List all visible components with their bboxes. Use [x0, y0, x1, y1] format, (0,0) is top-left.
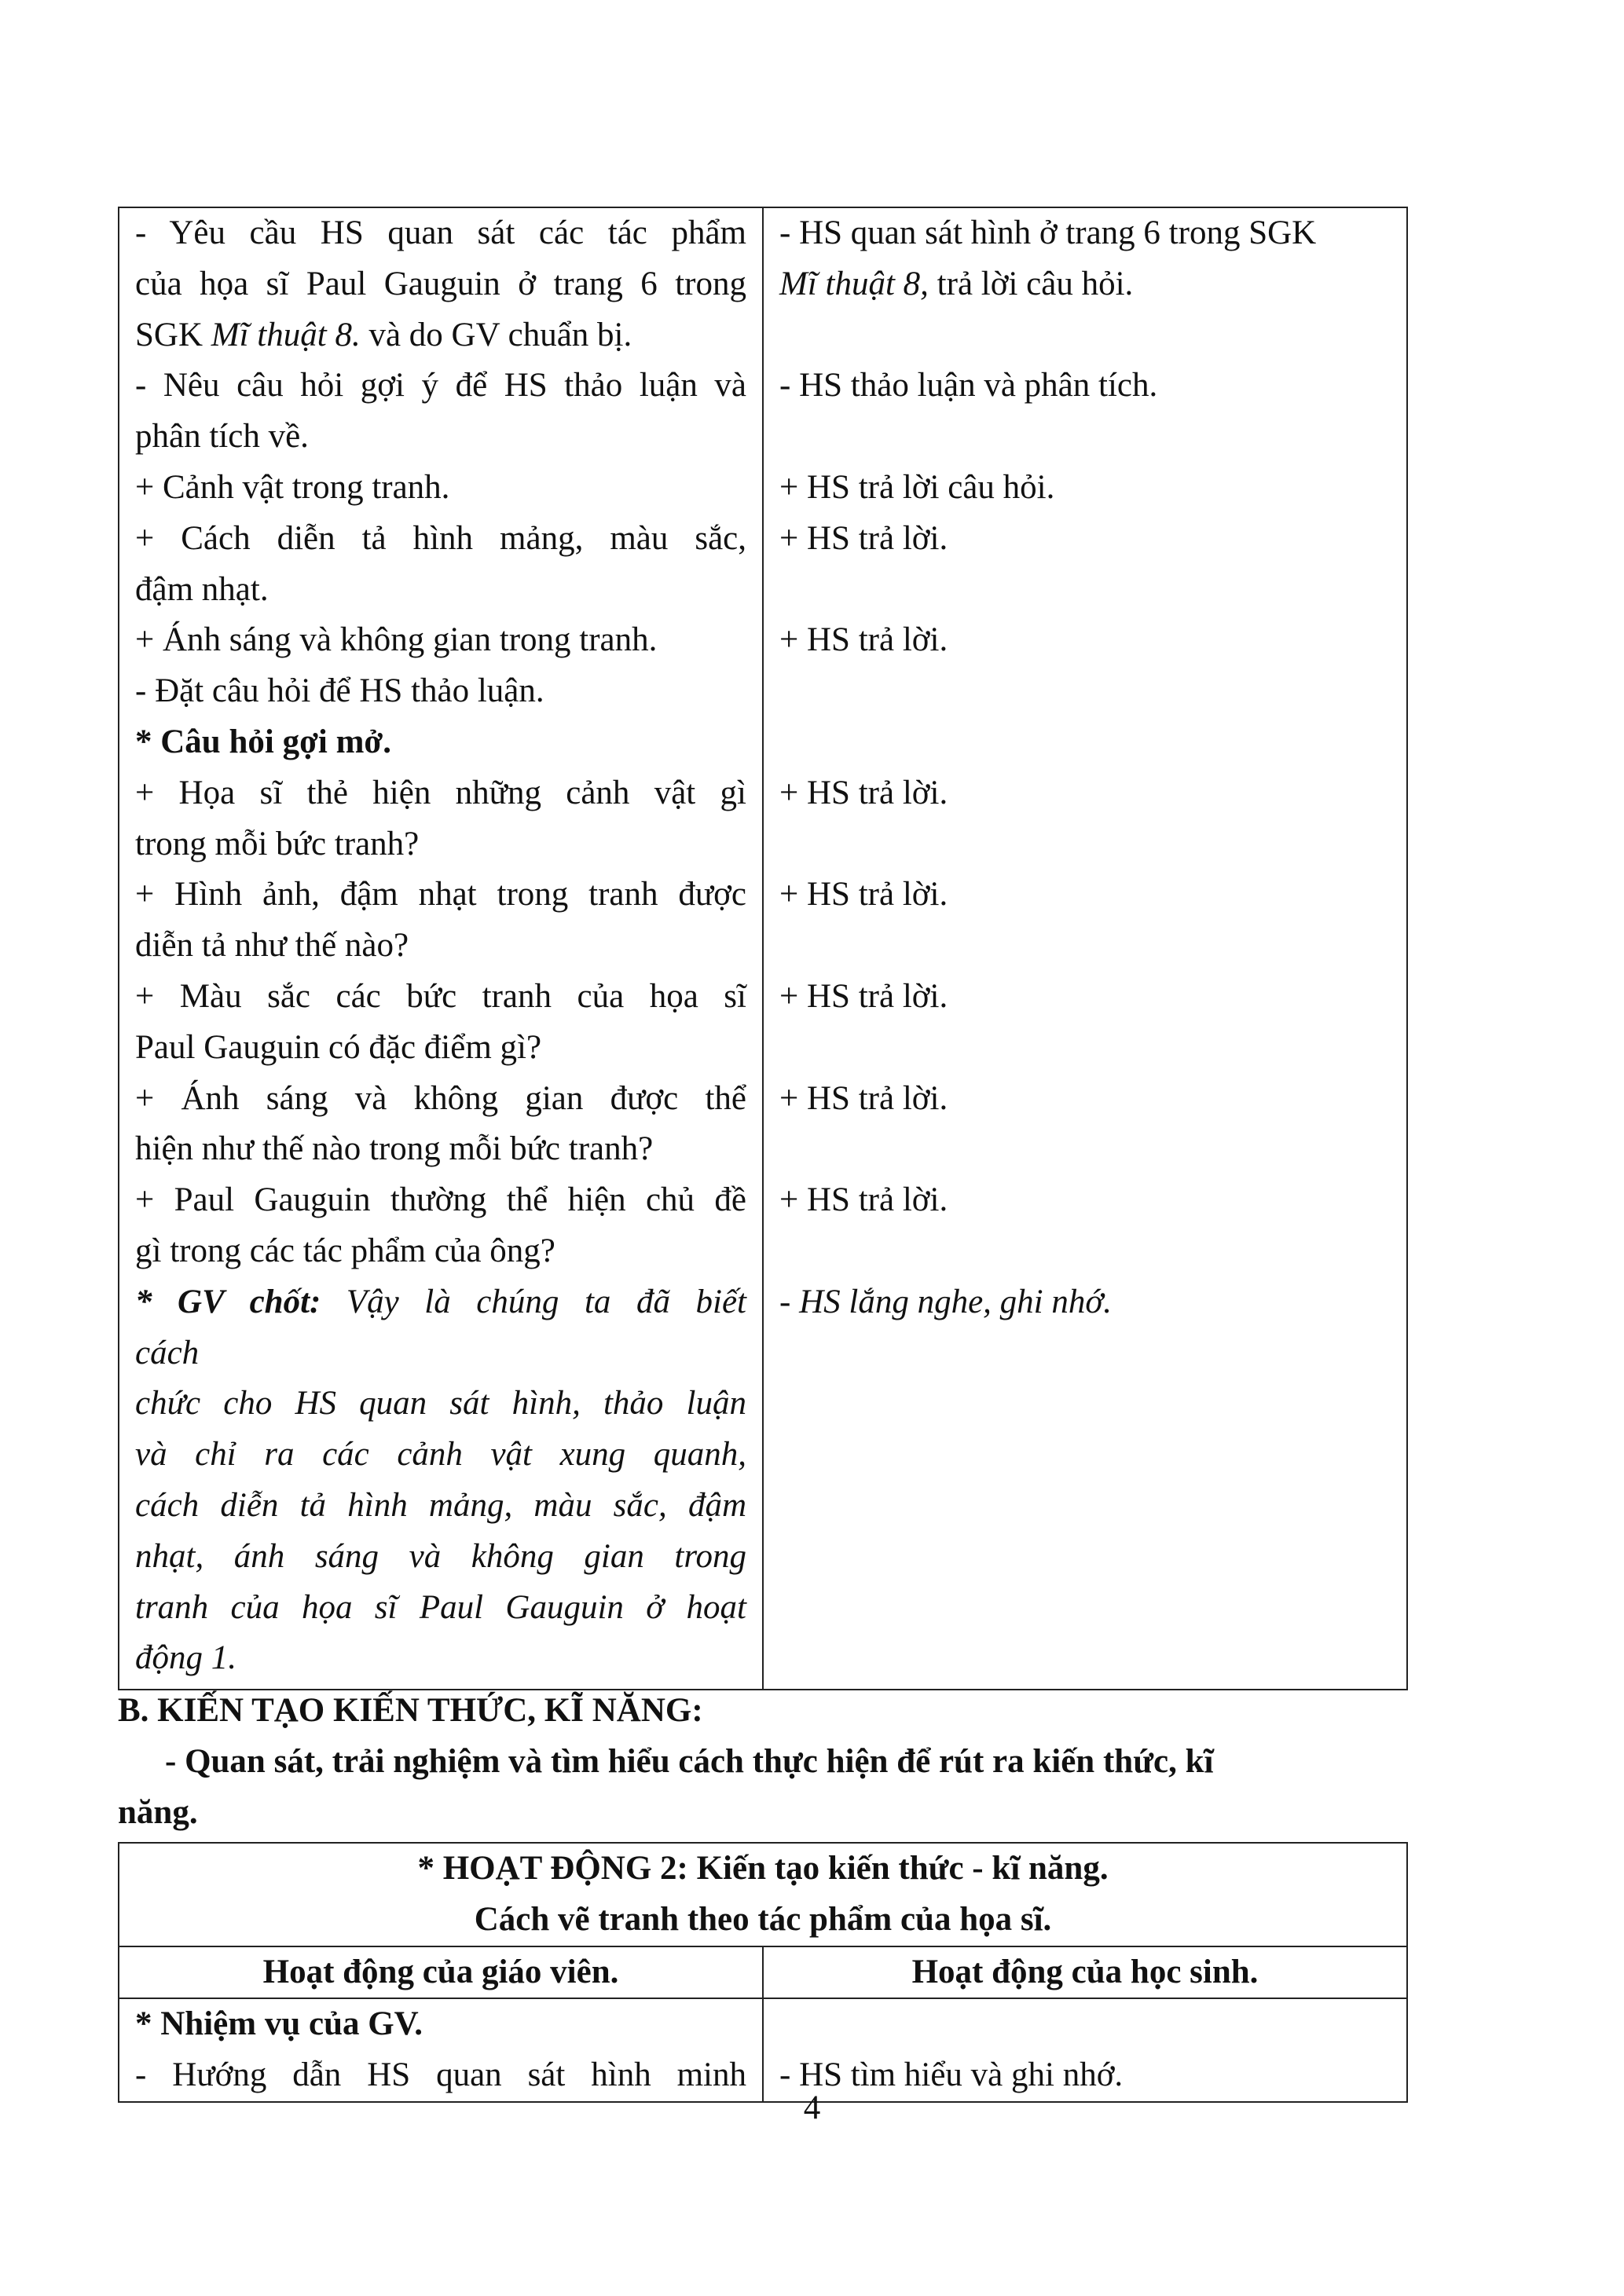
text-line: [779, 768, 1391, 819]
text-run: - HS thảo luận và phân tích.: [779, 367, 1158, 405]
student-task-line: - HS tìm hiểu và ghi nhớ.: [779, 2056, 1124, 2094]
text-run: + Paul Gauguin thường thể hiện chủ đề: [135, 1181, 746, 1219]
text-line: [779, 615, 1391, 666]
text-run: của họa sĩ Paul Gauguin ở trang 6 trong: [135, 265, 746, 302]
text-line: [135, 768, 746, 819]
blank-line: [779, 921, 1391, 972]
text-run: + HS trả lời.: [779, 876, 948, 914]
text-run: - Nêu câu hỏi gợi ý để HS thảo luận và: [135, 367, 746, 405]
text-run: tranh của họa sĩ Paul Gauguin ở hoạt: [135, 1588, 746, 1626]
blank-line: [779, 310, 1391, 361]
text-line: [135, 361, 746, 412]
text-line: [135, 1074, 746, 1125]
text-line: [779, 1175, 1391, 1226]
text-line: [779, 972, 1391, 1023]
text-run: trong mỗi bức tranh?: [135, 825, 420, 862]
text-line: [779, 463, 1391, 514]
text-run: SGK: [135, 316, 211, 353]
text-line: [135, 1277, 746, 1328]
text-line: [135, 412, 746, 463]
text-line: [135, 1583, 746, 1634]
text-run: + HS trả lời.: [779, 1079, 948, 1117]
text-run: + Hình ảnh, đậm nhạt trong tranh được: [135, 876, 746, 914]
text-run: + Họa sĩ thẻ hiện những cảnh vật gì: [135, 774, 746, 811]
text-run: cách diễn tả hình mảng, màu sắc, đậm: [135, 1486, 746, 1524]
text-line: [135, 972, 746, 1023]
blank-line: [779, 1124, 1391, 1175]
text-line: [135, 1328, 746, 1379]
text-run: diễn tả như thế nào?: [135, 927, 409, 965]
text-line: [135, 208, 746, 259]
text-line: [135, 259, 746, 310]
text-run: nhạt, ánh sáng và không gian trong: [135, 1537, 746, 1575]
text-run: gì trong các tác phẩm của ông?: [135, 1232, 555, 1269]
text-line: [135, 870, 746, 921]
blank-line: [779, 1999, 1391, 2050]
text-line: [779, 361, 1391, 412]
table-row: [119, 207, 1407, 1690]
text-line: [135, 819, 746, 870]
text-run: + Màu sắc các bức tranh của họa sĩ: [135, 977, 746, 1015]
blank-line: [779, 412, 1391, 463]
text-run: + HS trả lời.: [779, 774, 948, 811]
text-run: * GV chốt:: [135, 1283, 321, 1320]
text-run: đậm nhạt.: [135, 570, 269, 608]
text-line: [779, 870, 1391, 921]
blank-line: [779, 819, 1391, 870]
text-line: [135, 1379, 746, 1430]
blank-line: [779, 565, 1391, 616]
activity-title: * HOẠT ĐỘNG 2: Kiến tạo kiến thức - kĩ năng.: [417, 1850, 1109, 1887]
section-heading: B. KIẾN TẠO KIẾN THỨC, KĨ NĂNG:: [118, 1692, 703, 1729]
blank-line: [779, 1023, 1391, 1074]
text-line: [135, 463, 746, 514]
text-run: - Đặt câu hỏi để HS thảo luận.: [135, 672, 544, 710]
text-run: * Câu hỏi gợi mở.: [135, 723, 391, 760]
text-run: + Ánh sáng và không gian được thể: [135, 1079, 746, 1117]
teacher-task-label: * Nhiệm vụ của GV.: [135, 2005, 423, 2043]
text-line: [779, 1074, 1391, 1125]
text-line: [135, 1430, 746, 1481]
section-intro-line: - Quan sát, trải nghiệm và tìm hiểu cách thực hiện để rút ra kiến thức, kĩ: [165, 1743, 1214, 1780]
activity-subtitle: Cách vẽ tranh theo tác phẩm của họa sĩ.: [474, 1900, 1052, 1938]
text-run: và chỉ ra các cảnh vật xung quanh,: [135, 1436, 746, 1474]
table-title-row: [119, 1843, 1407, 1946]
text-line: [135, 1633, 746, 1684]
text-run: + HS trả lời.: [779, 977, 948, 1015]
text-line: [135, 514, 746, 565]
column-header-teacher: [119, 1946, 763, 1999]
text-run: Mĩ thuật 8.: [211, 316, 361, 353]
text-line: [135, 921, 746, 972]
text-run: + HS trả lời câu hỏi.: [779, 468, 1055, 506]
text-line: [135, 615, 746, 666]
blank-line: [779, 717, 1391, 768]
text-line: [135, 666, 746, 717]
activity-table-1: [118, 207, 1408, 1690]
text-line: [135, 565, 746, 616]
column-header-label: Hoạt động của giáo viên.: [262, 1953, 619, 1990]
column-header-label: Hoạt động của học sinh.: [911, 1953, 1259, 1990]
activity-title-cell: [119, 1843, 1407, 1946]
text-line: [135, 1124, 746, 1175]
text-run: - HS lắng nghe, ghi nhớ.: [779, 1283, 1113, 1320]
text-line: [135, 1023, 746, 1074]
text-run: + HS trả lời.: [779, 621, 948, 659]
student-activity-cell: [763, 207, 1407, 1690]
text-run: Mĩ thuật 8,: [779, 265, 929, 302]
text-run: trả lời câu hỏi.: [928, 265, 1134, 302]
page-number: 4: [803, 2089, 821, 2126]
text-run: - HS quan sát hình ở trang 6 trong SGK: [779, 214, 1317, 251]
text-line: [135, 1175, 746, 1226]
section-intro-line: năng.: [118, 1794, 198, 1831]
text-run: động 1.: [135, 1639, 236, 1677]
text-run: hiện như thế nào trong mỗi bức tranh?: [135, 1130, 654, 1168]
text-line: [779, 208, 1391, 259]
table-header-row: [119, 1946, 1407, 1999]
text-run: Vậy là chúng ta đã biết: [321, 1283, 746, 1320]
text-run: - Yêu cầu HS quan sát các tác phẩm: [135, 214, 746, 251]
text-run: + Ánh sáng và không gian trong tranh.: [135, 621, 658, 659]
column-header-student: [763, 1946, 1407, 1999]
text-line: [135, 310, 746, 361]
teacher-task-line: - Hướng dẫn HS quan sát hình minh: [135, 2056, 746, 2094]
text-line: [135, 1481, 746, 1532]
teacher-activity-cell: [119, 207, 763, 1690]
activity-table-2: [118, 1842, 1408, 2103]
text-run: cách: [135, 1334, 200, 1371]
text-line: [779, 259, 1391, 310]
text-line: [779, 514, 1391, 565]
text-run: + Cách diễn tả hình mảng, màu sắc,: [135, 519, 746, 557]
text-line: [135, 1226, 746, 1277]
blank-line: [779, 1226, 1391, 1277]
text-run: + HS trả lời.: [779, 1181, 948, 1219]
text-run: Paul Gauguin có đặc điểm gì?: [135, 1028, 542, 1066]
text-run: và do GV chuẩn bị.: [360, 316, 632, 353]
blank-line: [779, 666, 1391, 717]
text-run: phân tích về.: [135, 418, 309, 456]
text-line: [135, 717, 746, 768]
text-run: chức cho HS quan sát hình, thảo luận: [135, 1385, 746, 1423]
text-run: + HS trả lời.: [779, 519, 948, 557]
text-run: + Cảnh vật trong tranh.: [135, 468, 450, 506]
text-line: [779, 1277, 1391, 1328]
text-line: [135, 1532, 746, 1583]
